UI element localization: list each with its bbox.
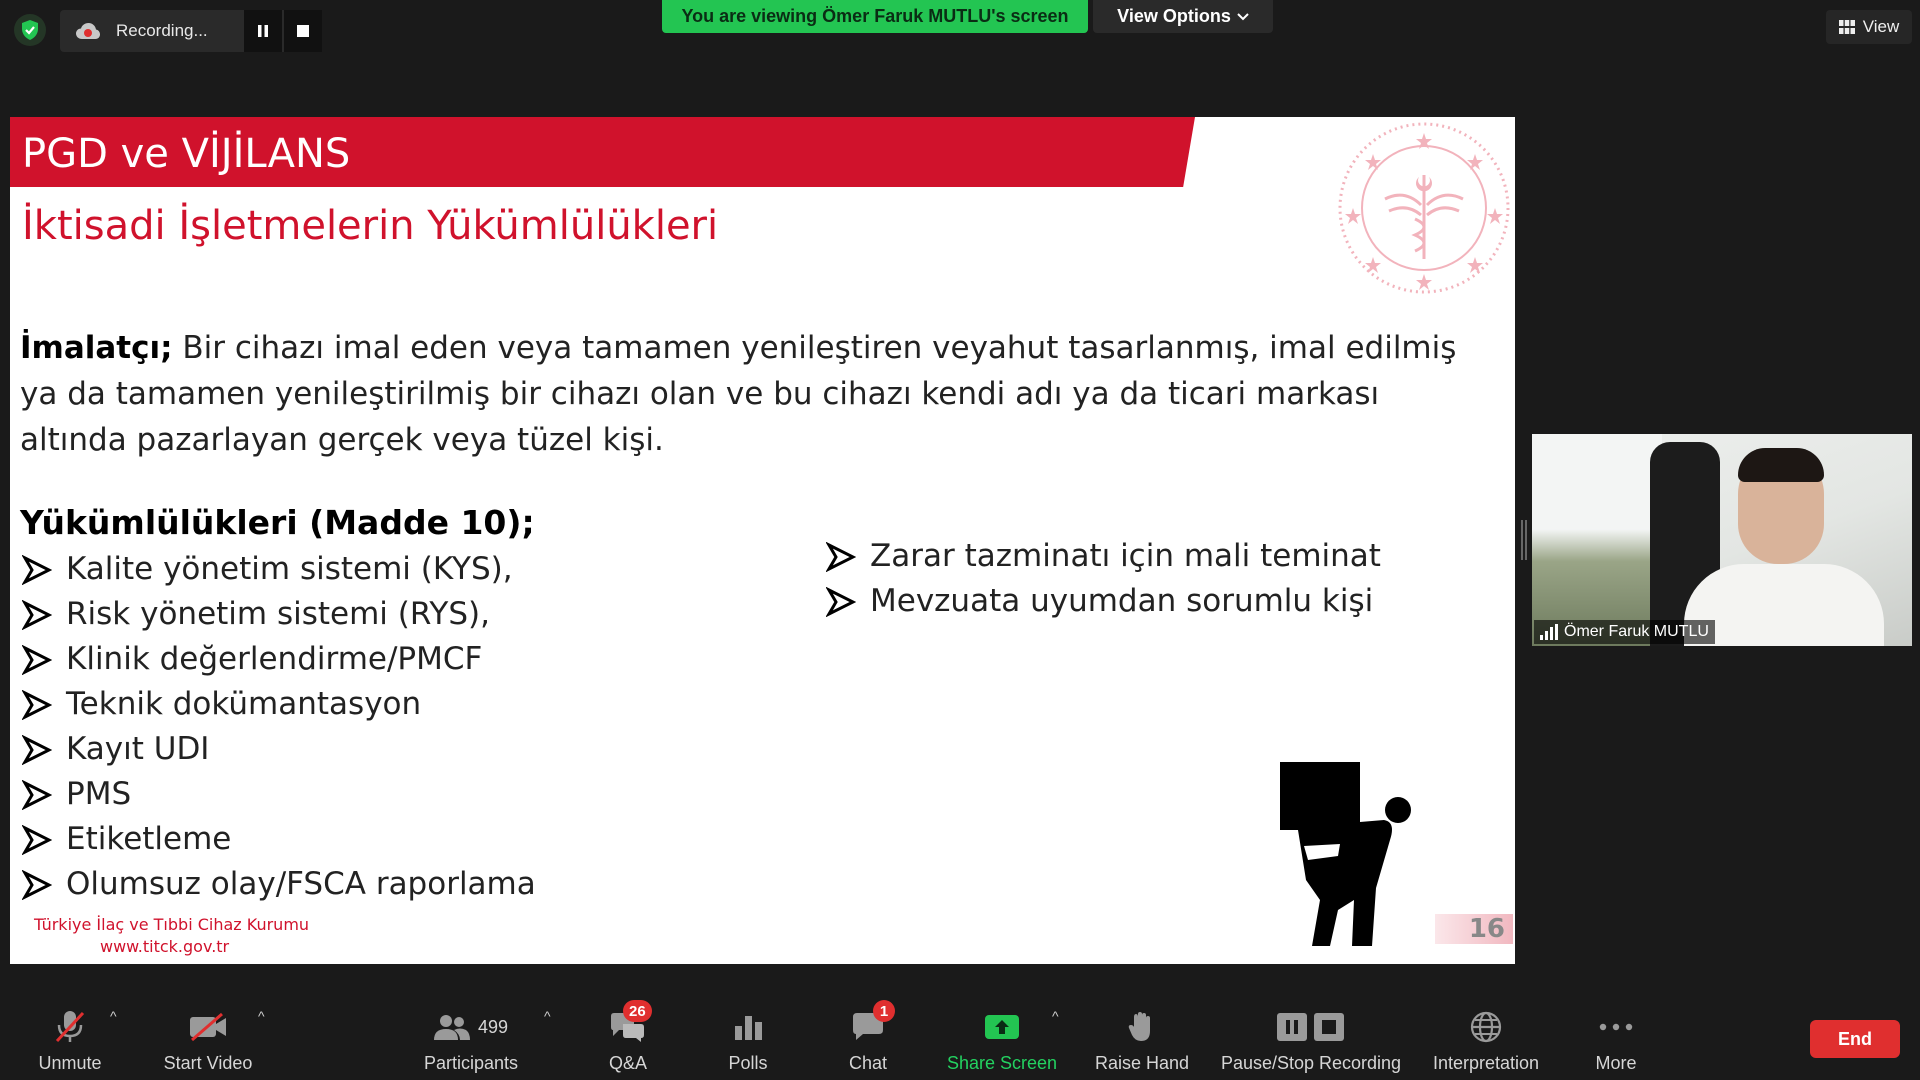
more-label: More	[1595, 1053, 1637, 1073]
chat-label: Chat	[848, 1053, 888, 1073]
interpretation-label: Interpretation	[1432, 1053, 1540, 1073]
chat-badge: 1	[873, 1000, 895, 1022]
person-lifting-box-icon	[1268, 760, 1418, 950]
chat-icon	[851, 1002, 889, 1052]
video-person-hair	[1738, 448, 1824, 482]
pause-stop-recording-label: Pause/Stop Recording	[1220, 1053, 1402, 1073]
list-item-text: Klinik değerlendirme/PMCF	[66, 641, 483, 677]
obligations-list-right	[826, 534, 1381, 624]
globe-icon	[1470, 1002, 1502, 1052]
video-background-window	[1532, 434, 1662, 646]
list-item	[22, 772, 536, 817]
video-off-icon	[188, 1002, 228, 1052]
list-item-text: Kalite yönetim sistemi (KYS),	[66, 551, 513, 587]
share-screen-label: Share Screen	[946, 1053, 1058, 1073]
share-options-caret-icon[interactable]: ^	[1052, 1008, 1059, 1024]
qa-badge: 26	[623, 1000, 652, 1022]
list-item	[22, 817, 536, 862]
more-dots-icon	[1599, 1002, 1633, 1052]
start-video-label: Start Video	[163, 1053, 253, 1073]
list-item	[826, 534, 1381, 579]
participants-label: Participants	[423, 1053, 519, 1073]
interpretation-button[interactable]	[1424, 990, 1548, 1080]
list-item	[22, 592, 536, 637]
participant-name-tag	[1534, 620, 1715, 644]
pause-stop-recording-button[interactable]	[1218, 990, 1404, 1080]
share-screen-button[interactable]	[942, 990, 1062, 1080]
video-options-caret-icon[interactable]: ^	[258, 1008, 265, 1024]
arrow-bullet-icon	[826, 542, 856, 572]
stop-recording-button[interactable]	[284, 10, 322, 52]
list-item	[22, 862, 536, 907]
obligations-heading: Yükümlülükleri (Madde 10);	[20, 503, 535, 542]
audio-options-caret-icon[interactable]: ^	[110, 1008, 117, 1024]
unmute-button[interactable]	[22, 990, 118, 1080]
participants-count: 499	[477, 1016, 509, 1037]
view-options-button[interactable]	[1093, 0, 1273, 33]
polls-label: Polls	[728, 1053, 768, 1073]
list-item-text: PMS	[66, 776, 132, 812]
manufacturer-definition-text: Bir cihazı imal eden veya tamamen yenileştiren veyahut tasarlanmış, imal edilmiş ya da tamamen yenileştirilmiş bir cihazı olan ve bu cihazı kendi adı ya da ticari markası altında pazarlayan gerçek veya tüzel kişi.	[20, 330, 1457, 458]
security-shield-icon[interactable]	[14, 14, 46, 46]
list-item	[22, 637, 536, 682]
share-screen-icon	[984, 1002, 1020, 1052]
participants-icon	[434, 1002, 508, 1052]
arrow-bullet-icon	[22, 600, 52, 630]
raise-hand-button[interactable]	[1092, 990, 1192, 1080]
qa-label: Q&A	[608, 1053, 647, 1073]
polls-button[interactable]	[718, 990, 778, 1080]
arrow-bullet-icon	[826, 587, 856, 617]
meeting-toolbar	[0, 990, 1920, 1080]
list-item-text: Risk yönetim sistemi (RYS),	[66, 596, 490, 632]
arrow-bullet-icon	[22, 870, 52, 900]
list-item	[22, 727, 536, 772]
arrow-bullet-icon	[22, 645, 52, 675]
qa-button[interactable]	[598, 990, 658, 1080]
more-button[interactable]	[1586, 990, 1646, 1080]
raise-hand-icon	[1128, 1002, 1156, 1052]
arrow-bullet-icon	[22, 825, 52, 855]
chevron-down-icon	[1237, 13, 1249, 21]
raise-hand-label: Raise Hand	[1094, 1053, 1190, 1073]
list-item-text: Kayıt UDI	[66, 731, 210, 767]
slide-footer-url: www.titck.gov.tr	[100, 937, 230, 956]
view-options-label: View Options	[1117, 6, 1231, 26]
qa-icon	[609, 1002, 647, 1052]
participant-name: Ömer Faruk MUTLU	[1564, 623, 1709, 640]
recording-cloud-icon	[74, 21, 102, 41]
slide-title: PGD ve VİJİLANS	[22, 131, 351, 177]
muted-microphone-icon	[53, 1002, 87, 1052]
view-label: View	[1862, 17, 1900, 36]
ministry-logo-icon	[1335, 119, 1513, 297]
obligations-list-left	[22, 547, 536, 907]
arrow-bullet-icon	[22, 780, 52, 810]
arrow-bullet-icon	[22, 735, 52, 765]
signal-strength-icon	[1540, 624, 1558, 640]
list-item	[22, 682, 536, 727]
slide-page-number: 16	[1435, 914, 1513, 944]
viewing-screen-banner: You are viewing Ömer Faruk MUTLU's screen	[662, 0, 1088, 33]
start-video-button[interactable]	[150, 990, 266, 1080]
pause-recording-button[interactable]	[244, 10, 282, 52]
recording-label: Recording...	[116, 21, 208, 40]
list-item-text: Mevzuata uyumdan sorumlu kişi	[870, 583, 1374, 619]
pause-stop-icon	[1276, 1002, 1346, 1052]
grid-view-icon	[1839, 20, 1855, 34]
end-meeting-button[interactable]: End	[1810, 1020, 1900, 1058]
chat-button[interactable]	[838, 990, 898, 1080]
list-item-text: Etiketleme	[66, 821, 232, 857]
list-item	[826, 579, 1381, 624]
unmute-label: Unmute	[38, 1053, 102, 1073]
arrow-bullet-icon	[22, 690, 52, 720]
list-item-text: Zarar tazminatı için mali teminat	[870, 538, 1381, 574]
view-layout-button[interactable]	[1826, 10, 1912, 44]
participant-video-tile[interactable]	[1532, 434, 1912, 646]
list-item-text: Olumsuz olay/FSCA raporlama	[66, 866, 536, 902]
arrow-bullet-icon	[22, 555, 52, 585]
recording-indicator	[60, 10, 322, 52]
manufacturer-term: İmalatçı;	[20, 330, 173, 366]
participants-caret-icon[interactable]: ^	[544, 1008, 551, 1024]
list-item	[22, 547, 536, 592]
participants-button[interactable]	[416, 990, 526, 1080]
shared-screen-slide	[10, 117, 1515, 964]
manufacturer-definition	[20, 325, 1460, 463]
slide-footer-organization: Türkiye İlaç ve Tıbbi Cihaz Kurumu	[34, 915, 310, 934]
list-item-text: Teknik dokümantasyon	[66, 686, 422, 722]
slide-subtitle: İktisadi İşletmelerin Yükümlülükleri	[22, 203, 719, 249]
panel-resize-handle[interactable]	[1521, 520, 1527, 560]
polls-icon	[733, 1002, 763, 1052]
